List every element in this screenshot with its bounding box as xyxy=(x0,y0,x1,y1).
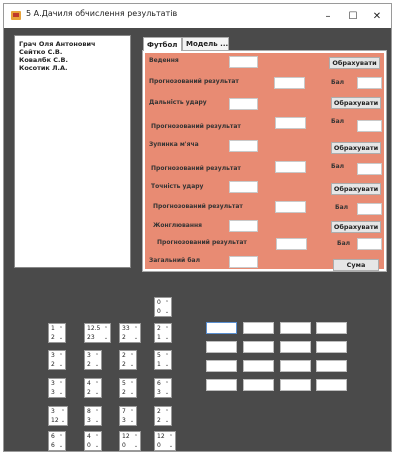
tochnist-input[interactable] xyxy=(229,181,258,193)
bal-label-2: Бал xyxy=(331,118,345,125)
prognoz-output-1[interactable] xyxy=(274,77,305,89)
numeric-spinner[interactable]: 3 2 ⌃ ⌄ xyxy=(48,350,66,370)
zahalnyi-bal-input[interactable] xyxy=(229,256,258,268)
bal-input-3[interactable] xyxy=(357,163,382,175)
app-icon xyxy=(11,11,21,20)
calculate-button-4[interactable]: Обрахувати xyxy=(331,183,381,195)
grid-textbox[interactable] xyxy=(206,322,237,334)
spin-up-icon[interactable]: ⌃ xyxy=(168,434,174,440)
label-vedennya: Ведення xyxy=(149,57,179,64)
numeric-spinner[interactable]: 3 12 ⌃ ⌄ xyxy=(48,406,68,426)
label-prognoz: Прогнозований результат xyxy=(149,78,239,85)
bal-input-2[interactable] xyxy=(357,120,382,132)
dalnist-input[interactable] xyxy=(229,98,258,110)
numeric-spinner[interactable]: 8 3 ⌃ ⌄ xyxy=(84,406,102,426)
numeric-spinner[interactable]: 6 3 ⌃ ⌄ xyxy=(154,378,172,398)
numeric-spinner[interactable]: 1 2 ⌃ ⌄ xyxy=(48,323,66,343)
numeric-spinner[interactable]: 12 0 ⌃ ⌄ xyxy=(154,431,176,451)
tab-football[interactable]: Футбол xyxy=(143,37,182,51)
window-title: 5 А.Дачиля обчислення результатів xyxy=(26,9,178,18)
bal-input-5[interactable] xyxy=(357,238,382,250)
spin-down-icon[interactable]: ⌄ xyxy=(164,309,170,315)
grid-textbox[interactable] xyxy=(280,322,311,334)
spin-down-icon[interactable]: ⌄ xyxy=(164,335,170,341)
spin-down-icon[interactable]: ⌄ xyxy=(58,362,64,368)
spin-down-icon[interactable]: ⌄ xyxy=(129,362,135,368)
grid-textbox[interactable] xyxy=(280,341,311,353)
label-dalnist: Дальність удару xyxy=(149,99,207,106)
spin-up-icon[interactable]: ⌃ xyxy=(164,409,170,415)
calculate-button-3[interactable]: Обрахувати xyxy=(331,142,381,154)
title-bar xyxy=(4,4,391,28)
spin-down-icon[interactable]: ⌄ xyxy=(58,335,64,341)
spin-down-icon[interactable]: ⌄ xyxy=(103,335,109,341)
numeric-spinner[interactable]: 2 2 ⌃ ⌄ xyxy=(119,350,137,370)
spin-up-icon[interactable]: ⌃ xyxy=(58,353,64,359)
label-prognoz: Прогнозований результат xyxy=(157,239,247,246)
calculate-button-1[interactable]: Обрахувати xyxy=(329,57,380,69)
label-zhonhlyuvannya: Жонглювання xyxy=(153,222,202,229)
spin-down-icon[interactable]: ⌄ xyxy=(129,418,135,424)
spin-up-icon[interactable]: ⌃ xyxy=(129,353,135,359)
maximize-button[interactable]: ☐ xyxy=(348,10,358,22)
prognoz-output-4[interactable] xyxy=(275,201,306,213)
spin-up-icon[interactable]: ⌃ xyxy=(164,353,170,359)
grid-textbox[interactable] xyxy=(243,379,274,391)
bal-label-3: Бал xyxy=(331,163,345,170)
close-button[interactable]: ✕ xyxy=(372,10,382,22)
spin-up-icon[interactable]: ⌃ xyxy=(133,434,139,440)
spin-up-icon[interactable]: ⌃ xyxy=(94,409,100,415)
grid-textbox[interactable] xyxy=(206,341,237,353)
list-item[interactable]: Косотик Л.А. xyxy=(19,64,68,72)
numeric-spinner[interactable]: 4 0 ⌃ ⌄ xyxy=(84,431,102,451)
student-list[interactable] xyxy=(14,35,131,268)
numeric-spinner[interactable]: 2 1 ⌃ ⌄ xyxy=(154,323,172,343)
grid-textbox[interactable] xyxy=(280,379,311,391)
vedennya-input[interactable] xyxy=(229,56,258,68)
numeric-spinner[interactable]: 3 3 ⌃ ⌄ xyxy=(48,378,66,398)
prognoz-output-2[interactable] xyxy=(275,117,306,129)
spin-up-icon[interactable]: ⌃ xyxy=(94,434,100,440)
label-zahalnyi: Загальний бал xyxy=(149,257,200,264)
grid-textbox[interactable] xyxy=(243,322,274,334)
spin-down-icon[interactable]: ⌄ xyxy=(164,362,170,368)
bal-label-1: Бал xyxy=(331,79,345,86)
spin-down-icon[interactable]: ⌄ xyxy=(60,418,66,424)
numeric-spinner[interactable]: 12 0 ⌃ ⌄ xyxy=(119,431,141,451)
spin-down-icon[interactable]: ⌄ xyxy=(129,390,135,396)
bal-input-1[interactable] xyxy=(357,77,382,89)
football-form xyxy=(145,53,384,269)
spin-down-icon[interactable]: ⌄ xyxy=(168,443,174,449)
zupynka-input[interactable] xyxy=(229,140,258,152)
spin-down-icon[interactable]: ⌄ xyxy=(133,335,139,341)
spin-up-icon[interactable]: ⌃ xyxy=(103,326,109,332)
spin-down-icon[interactable]: ⌄ xyxy=(94,390,100,396)
spin-up-icon[interactable]: ⌃ xyxy=(133,326,139,332)
numeric-spinner[interactable]: 3 2 ⌃ ⌄ xyxy=(84,350,102,370)
spin-up-icon[interactable]: ⌃ xyxy=(60,409,66,415)
label-prognoz: Прогнозований результат xyxy=(153,203,243,210)
spin-down-icon[interactable]: ⌄ xyxy=(58,443,64,449)
spin-down-icon[interactable]: ⌄ xyxy=(133,443,139,449)
numeric-spinner[interactable]: 0 0 ⌃ ⌄ xyxy=(154,297,172,317)
spin-down-icon[interactable]: ⌄ xyxy=(58,390,64,396)
grid-textbox[interactable] xyxy=(316,360,347,372)
spin-up-icon[interactable]: ⌃ xyxy=(164,300,170,306)
spin-up-icon[interactable]: ⌃ xyxy=(58,381,64,387)
bal-label-4: Бал xyxy=(335,204,349,211)
numeric-spinner[interactable]: 5 1 ⌃ ⌄ xyxy=(154,350,172,370)
spin-up-icon[interactable]: ⌃ xyxy=(94,381,100,387)
spin-down-icon[interactable]: ⌄ xyxy=(94,443,100,449)
label-zupynka: Зупинка м'яча xyxy=(149,141,199,148)
grid-textbox[interactable] xyxy=(206,360,237,372)
list-item[interactable]: Грач Оля Антонович xyxy=(19,40,96,48)
grid-textbox[interactable] xyxy=(243,341,274,353)
label-prognoz: Прогнозований результат xyxy=(151,123,241,130)
zhonhlyuvannya-input[interactable] xyxy=(229,220,258,232)
tab-model[interactable]: Модель ... xyxy=(182,37,229,50)
grid-textbox[interactable] xyxy=(316,341,347,353)
bal-label-5: Бал xyxy=(337,240,351,247)
grid-textbox[interactable] xyxy=(243,360,274,372)
bal-input-4[interactable] xyxy=(357,203,382,215)
grid-textbox[interactable] xyxy=(280,360,311,372)
grid-textbox[interactable] xyxy=(206,379,237,391)
numeric-spinner[interactable]: 4 2 ⌃ ⌄ xyxy=(84,378,102,398)
numeric-spinner[interactable]: 5 2 ⌃ ⌄ xyxy=(119,378,137,398)
grid-textbox[interactable] xyxy=(316,379,347,391)
grid-textbox[interactable] xyxy=(316,322,347,334)
label-tochnist: Точність удару xyxy=(151,183,204,190)
numeric-spinner[interactable]: 12.5 23 ⌃ ⌄ xyxy=(84,323,111,343)
numeric-spinner[interactable]: 33 2 ⌃ ⌄ xyxy=(119,323,141,343)
list-item[interactable]: Сейтко С.В. xyxy=(19,48,63,56)
spin-up-icon[interactable]: ⌃ xyxy=(129,381,135,387)
list-item[interactable]: Ковалбк С.В. xyxy=(19,56,68,64)
numeric-spinner[interactable]: 7 3 ⌃ ⌄ xyxy=(119,406,137,426)
spin-up-icon[interactable]: ⌃ xyxy=(129,409,135,415)
calculate-button-2[interactable]: Обрахувати xyxy=(331,97,381,109)
prognoz-output-5[interactable] xyxy=(276,238,307,250)
spin-down-icon[interactable]: ⌄ xyxy=(94,418,100,424)
spin-down-icon[interactable]: ⌄ xyxy=(94,362,100,368)
spin-up-icon[interactable]: ⌃ xyxy=(58,434,64,440)
label-prognoz: Прогнозований результат xyxy=(151,165,241,172)
numeric-spinner[interactable]: 6 6 ⌃ ⌄ xyxy=(48,431,66,451)
spin-up-icon[interactable]: ⌃ xyxy=(164,381,170,387)
spin-down-icon[interactable]: ⌄ xyxy=(164,390,170,396)
sum-button[interactable]: Сума xyxy=(333,259,379,271)
spin-up-icon[interactable]: ⌃ xyxy=(164,326,170,332)
numeric-spinner[interactable]: 2 2 ⌃ ⌄ xyxy=(154,406,172,426)
spin-up-icon[interactable]: ⌃ xyxy=(94,353,100,359)
prognoz-output-3[interactable] xyxy=(275,161,306,173)
spin-down-icon[interactable]: ⌄ xyxy=(164,418,170,424)
minimize-button[interactable]: – xyxy=(325,10,331,22)
calculate-button-5[interactable]: Обрахувати xyxy=(331,221,381,233)
spin-up-icon[interactable]: ⌃ xyxy=(58,326,64,332)
